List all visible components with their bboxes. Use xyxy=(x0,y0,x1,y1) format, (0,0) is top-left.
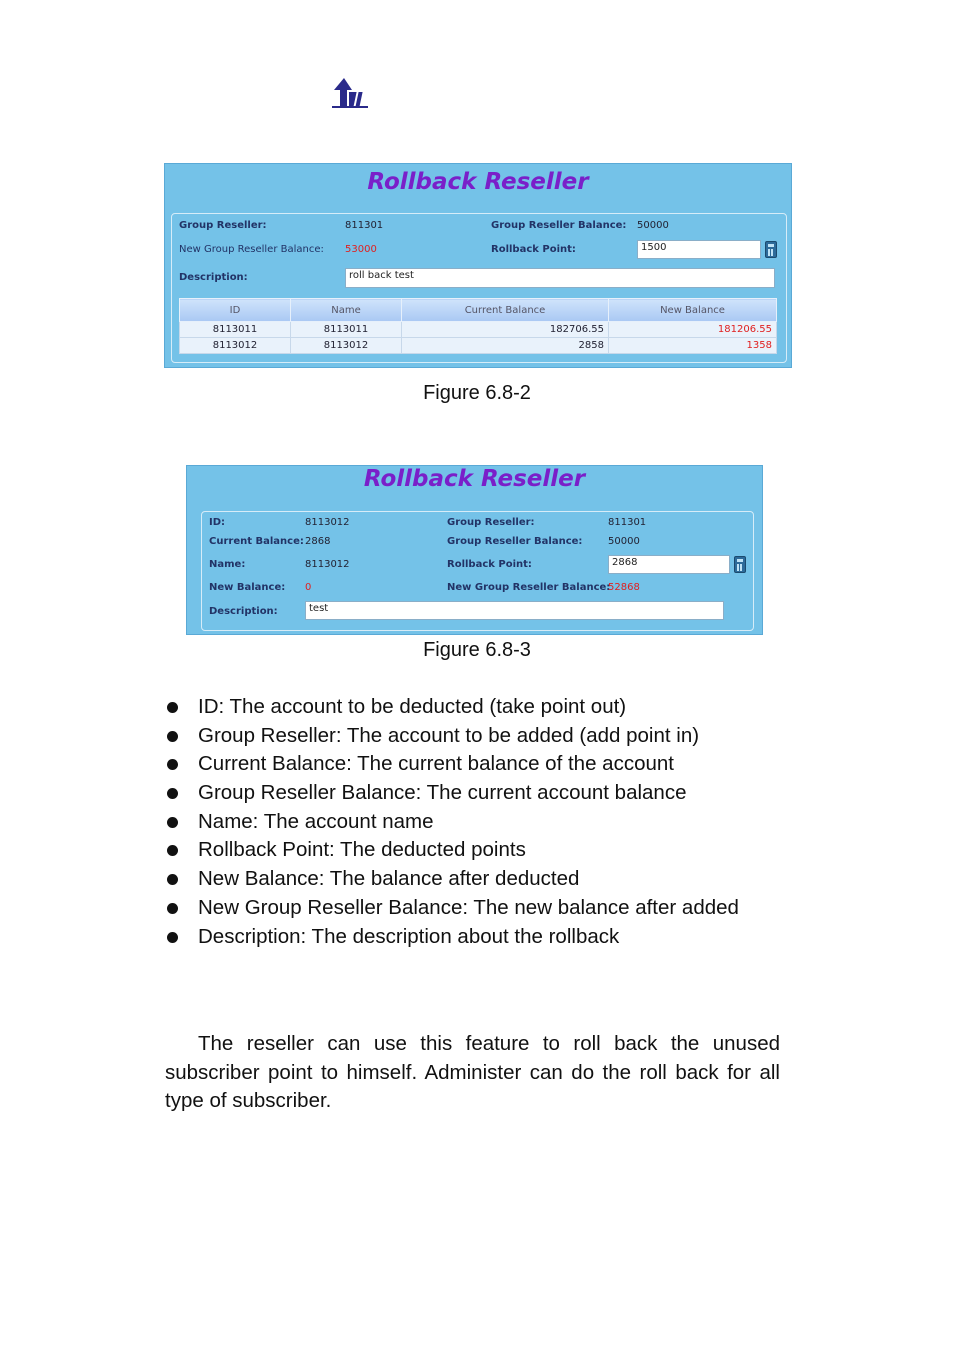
group-reseller-value: 811301 xyxy=(345,220,384,231)
group-reseller-label: Group Reseller: xyxy=(447,517,535,528)
cell-current-balance: 2858 xyxy=(402,338,609,354)
rollback-point-input[interactable]: 2868 xyxy=(608,555,730,574)
bullet-icon xyxy=(167,788,178,799)
table-row[interactable] xyxy=(180,338,777,354)
rollback-reseller-panel-1 xyxy=(164,163,792,368)
bullet-icon xyxy=(167,759,178,770)
group-reseller-value: 811301 xyxy=(608,517,647,528)
new-group-reseller-balance-value: 53000 xyxy=(345,244,377,255)
id-label: ID: xyxy=(209,517,226,528)
list-item: Current Balance: The current balance of the account xyxy=(165,750,739,779)
list-item: New Balance: The balance after deducted xyxy=(165,865,739,894)
list-item: Group Reseller: The account to be added (add point in) xyxy=(165,722,739,751)
list-item: New Group Reseller Balance: The new balance after added xyxy=(165,894,739,923)
group-reseller-balance-label: Group Reseller Balance: xyxy=(447,536,583,547)
new-balance-value: 0 xyxy=(305,582,312,593)
description-label: Description: xyxy=(209,606,278,617)
bullet-icon xyxy=(167,874,178,885)
id-value: 8113012 xyxy=(305,517,350,528)
bullet-icon xyxy=(167,845,178,856)
list-item: Group Reseller Balance: The current account balance xyxy=(165,779,739,808)
description-input[interactable]: test xyxy=(305,601,724,620)
rollback-point-input[interactable]: 1500 xyxy=(637,240,761,259)
panel-title: Rollback Reseller xyxy=(367,169,589,195)
list-item: Rollback Point: The deducted points xyxy=(165,836,739,865)
bullet-icon xyxy=(167,702,178,713)
bullet-icon xyxy=(167,731,178,742)
new-group-reseller-balance-value: 52868 xyxy=(608,582,640,593)
column-header-id: ID xyxy=(180,299,291,322)
cell-current-balance: 182706.55 xyxy=(402,322,609,338)
group-reseller-balance-label: Group Reseller Balance: xyxy=(491,220,627,231)
cell-id: 8113011 xyxy=(180,322,291,338)
table-header-row xyxy=(180,299,777,322)
list-item: ID: The account to be deducted (take point out) xyxy=(165,693,739,722)
list-item: Description: The description about the rollback xyxy=(165,923,739,952)
rollback-point-label: Rollback Point: xyxy=(491,244,576,255)
description-label: Description: xyxy=(179,272,248,283)
calculator-icon[interactable] xyxy=(734,556,746,573)
figure-caption-1: Figure 6.8-2 xyxy=(423,382,531,404)
cell-name: 8113012 xyxy=(291,338,402,354)
name-value: 8113012 xyxy=(305,559,350,570)
rollback-reseller-panel-2 xyxy=(186,465,763,635)
group-reseller-balance-value: 50000 xyxy=(637,220,669,231)
column-header-current-balance: Current Balance xyxy=(402,299,609,322)
cell-new-balance: 1358 xyxy=(609,338,777,354)
cell-id: 8113012 xyxy=(180,338,291,354)
panel-title: Rollback Reseller xyxy=(363,466,586,492)
group-reseller-label: Group Reseller: xyxy=(179,220,267,231)
list-item: Name: The account name xyxy=(165,808,739,837)
new-balance-label: New Balance: xyxy=(209,582,286,593)
bullet-icon xyxy=(167,903,178,914)
current-balance-value: 2868 xyxy=(305,536,331,547)
bullet-icon xyxy=(167,817,178,828)
column-header-name: Name xyxy=(291,299,402,322)
calculator-icon[interactable] xyxy=(765,241,777,258)
group-reseller-balance-value: 50000 xyxy=(608,536,640,547)
cell-name: 8113011 xyxy=(291,322,402,338)
rollback-point-label: Rollback Point: xyxy=(447,559,532,570)
field-description-list xyxy=(165,693,739,951)
current-balance-label: Current Balance: xyxy=(209,536,304,547)
company-logo-icon xyxy=(330,76,370,110)
name-label: Name: xyxy=(209,559,246,570)
new-group-reseller-balance-label: New Group Reseller Balance: xyxy=(179,244,324,255)
body-paragraph: The reseller can use this feature to roll back the unused subscriber point to himself. Administer can do the roll back for all type of subscriber. xyxy=(165,1032,780,1112)
column-header-new-balance: New Balance xyxy=(609,299,777,322)
cell-new-balance: 181206.55 xyxy=(609,322,777,338)
balance-table xyxy=(179,298,777,354)
description-input[interactable]: roll back test xyxy=(345,268,775,288)
figure-caption-2: Figure 6.8-3 xyxy=(423,639,531,661)
table-row[interactable] xyxy=(180,322,777,338)
new-group-reseller-balance-label: New Group Reseller Balance: xyxy=(447,582,611,593)
bullet-icon xyxy=(167,932,178,943)
